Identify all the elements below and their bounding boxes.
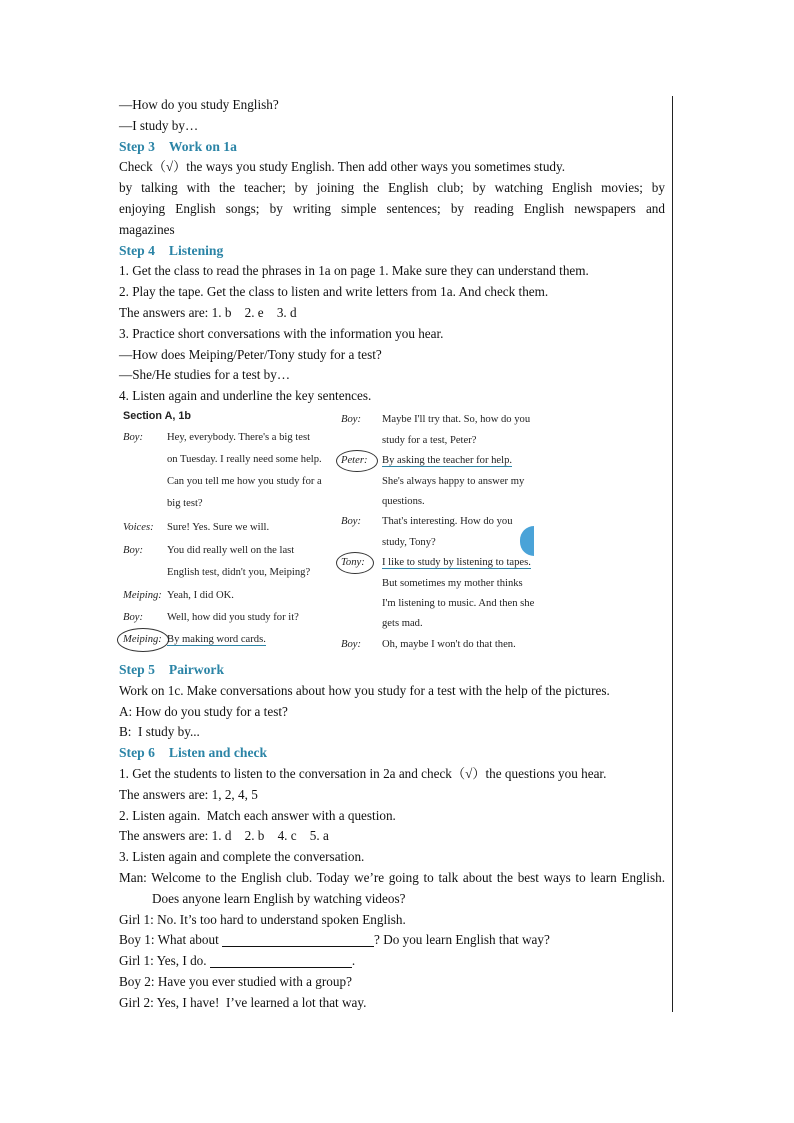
conversation-boy2: Boy 2: Have you ever studied with a group? bbox=[119, 973, 352, 989]
step5-title: Pairwork bbox=[168, 661, 225, 677]
step3-number: Step 3 bbox=[119, 138, 155, 154]
step6-line5: 3. Listen again and complete the conversation. bbox=[119, 849, 365, 865]
step5-number: Step 5 bbox=[119, 661, 155, 677]
step6-heading bbox=[119, 743, 665, 764]
conversation-girl2: Girl 2: Yes, I have! I’ve learned a lot that way. bbox=[119, 994, 367, 1010]
script-line: Hey, everybody. There's a big test bbox=[167, 431, 311, 443]
script-line: gets mad. bbox=[382, 617, 423, 629]
script-line: But sometimes my mother thinks bbox=[382, 577, 523, 589]
boy1-suffix: ? Do you learn English that way? bbox=[374, 932, 550, 948]
boy1-prefix: Boy 1: What about bbox=[119, 932, 223, 948]
intro-question: —How do you study English? bbox=[119, 97, 279, 112]
step4-heading bbox=[119, 241, 665, 262]
conversation-girl1-b bbox=[119, 951, 665, 972]
audio-tab-icon bbox=[520, 526, 534, 556]
script-line: on Tuesday. I really need some help. bbox=[167, 453, 322, 465]
script-line: study for a test, Peter? bbox=[382, 434, 477, 446]
underlined-key-sentence: I like to study by listening to tapes. bbox=[382, 556, 531, 568]
step3-ways-line1: by talking with the teacher; by joining the English club; by watching English movies; by bbox=[119, 180, 665, 196]
step6-title: Listen and check bbox=[168, 745, 268, 761]
script-line: Well, how did you study for it? bbox=[167, 611, 299, 623]
step4-line4: 3. Practice short conversations with the information you hear. bbox=[119, 325, 444, 341]
script-speaker: Meiping: bbox=[123, 633, 162, 645]
step4-line1: 1. Get the class to read the phrases in 1a on page 1. Make sure they can understand them. bbox=[119, 263, 589, 279]
script-line: Sure! Yes. Sure we will. bbox=[167, 521, 270, 533]
step3-ways-line3: magazines bbox=[119, 221, 175, 237]
step3-ways-line2: enjoying English songs; by writing simple sentences; by reading English newspapers and bbox=[119, 200, 665, 216]
step4-line6: —She/He studies for a test by… bbox=[119, 367, 291, 383]
step4-answers: The answers are: 1. b 2. e 3. d bbox=[119, 304, 297, 320]
girl1-suffix: . bbox=[351, 953, 356, 969]
script-line: Maybe I'll try that. So, how do you bbox=[382, 413, 531, 425]
step5-line3: B: I study by... bbox=[119, 724, 200, 740]
script-speaker: Tony: bbox=[341, 556, 365, 568]
underlined-key-sentence: By asking the teacher for help. bbox=[382, 454, 513, 466]
fill-in-blank[interactable] bbox=[210, 953, 352, 968]
step6-line3: 2. Listen again. Match each answer with a question. bbox=[119, 807, 396, 823]
script-title: Section A, 1b bbox=[123, 409, 191, 422]
step6-answers2: The answers are: 1. d 2. b 4. c 5. a bbox=[119, 828, 329, 844]
step6-number: Step 6 bbox=[119, 745, 155, 761]
step4-line2: 2. Play the tape. Get the class to listen and write letters from 1a. And check them. bbox=[119, 284, 549, 300]
script-line: You did really well on the last bbox=[167, 544, 295, 556]
step5-line1: Work on 1c. Make conversations about how you study for a test with the help of the pictures. bbox=[119, 682, 610, 698]
script-line: I'm listening to music. And then she bbox=[382, 597, 535, 609]
listening-script-figure bbox=[119, 408, 665, 660]
script-line: She's always happy to answer my bbox=[382, 475, 525, 487]
step3-heading bbox=[119, 137, 665, 158]
step4-title: Listening bbox=[168, 242, 224, 258]
script-speaker: Boy: bbox=[123, 544, 143, 556]
script-speaker: Peter: bbox=[341, 454, 368, 466]
script-line: Yeah, I did OK. bbox=[167, 589, 234, 601]
script-speaker: Boy: bbox=[341, 413, 361, 425]
script-line: Can you tell me how you study for a bbox=[167, 475, 322, 487]
step4-line5: —How does Meiping/Peter/Tony study for a test? bbox=[119, 346, 382, 362]
conversation-boy1 bbox=[119, 930, 665, 951]
fill-in-blank[interactable] bbox=[222, 932, 374, 947]
step5-heading bbox=[119, 660, 665, 681]
conversation-man: Man: Welcome to the English club. Today we’re going to talk about the best ways to learn English. Does anyone learn English by watching videos? bbox=[119, 869, 665, 906]
step4-line7: 4. Listen again and underline the key sentences. bbox=[119, 388, 372, 404]
step3-instruction: Check（√）the ways you study English. Then add other ways you sometimes study. bbox=[119, 159, 566, 175]
step4-number: Step 4 bbox=[119, 242, 155, 258]
intro-answer: —I study by… bbox=[119, 117, 199, 133]
step6-line1: 1. Get the students to listen to the conversation in 2a and check（√）the questions you hear. bbox=[119, 765, 607, 781]
underlined-key-sentence: By making word cards. bbox=[167, 633, 266, 645]
step5-line2: A: How do you study for a test? bbox=[119, 703, 288, 719]
script-line: study, Tony? bbox=[382, 536, 436, 548]
script-line: English test, didn't you, Meiping? bbox=[167, 566, 311, 578]
script-speaker: Boy: bbox=[341, 638, 361, 650]
script-line: That's interesting. How do you bbox=[382, 515, 513, 527]
script-speaker: Boy: bbox=[123, 431, 143, 443]
script-line: big test? bbox=[167, 497, 203, 509]
script-speaker: Boy: bbox=[123, 611, 143, 623]
script-speaker: Boy: bbox=[341, 515, 361, 527]
script-line: Oh, maybe I won't do that then. bbox=[382, 638, 516, 650]
script-speaker: Meiping: bbox=[123, 589, 162, 601]
conversation-girl1-a: Girl 1: No. It’s too hard to understand spoken English. bbox=[119, 911, 406, 927]
step6-answers1: The answers are: 1, 2, 4, 5 bbox=[119, 786, 258, 802]
lesson-content bbox=[119, 95, 665, 1014]
step3-title: Work on 1a bbox=[168, 138, 237, 154]
girl1-prefix: Girl 1: Yes, I do. bbox=[119, 953, 210, 969]
script-line: questions. bbox=[382, 495, 425, 507]
margin-rule bbox=[672, 96, 673, 1012]
script-speaker: Voices: bbox=[123, 521, 154, 533]
